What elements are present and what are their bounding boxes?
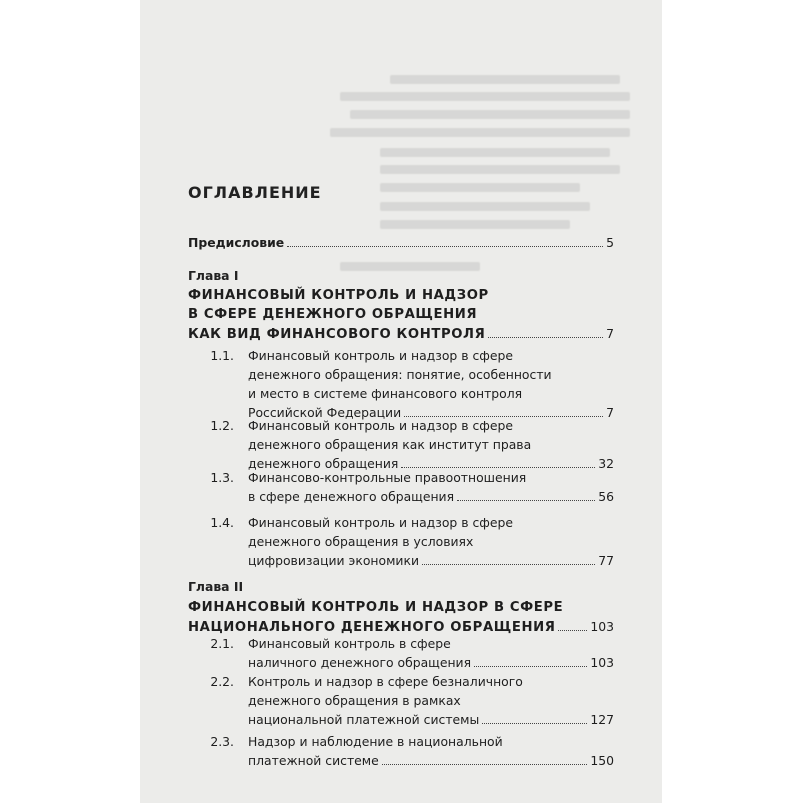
section-number: 2.2. (210, 674, 234, 689)
entry-line: национальной платежной системы (248, 712, 480, 727)
dot-leader (474, 666, 587, 667)
page-number: 7 (606, 326, 614, 341)
dot-leader (482, 723, 587, 724)
entry-line: и место в системе финансового контроля (248, 386, 523, 401)
page-number: 103 (590, 655, 614, 670)
entry-last-line (248, 653, 614, 672)
chapter-label: Глава I (188, 268, 239, 283)
preface-entry (188, 233, 614, 252)
dot-leader (558, 630, 587, 631)
page-number: 5 (606, 235, 614, 250)
preface-title: Предисловие (188, 235, 285, 250)
entry-line: Финансовый контроль в сфере (248, 636, 451, 651)
entry-line: Финансово-контрольные правоотношения (248, 470, 527, 485)
entry-line: Финансовый контроль и надзор в сфере (248, 348, 513, 363)
page-number: 32 (598, 456, 614, 471)
entry-line: денежного обращения в рамках (248, 693, 461, 708)
page-number: 7 (606, 405, 614, 420)
entry-line: денежного обращения: понятие, особенности (248, 367, 552, 382)
dot-leader (287, 246, 603, 247)
entry-line: Надзор и наблюдение в национальной (248, 734, 503, 749)
section-entry (248, 346, 614, 422)
entry-line: Финансовый контроль и надзор в сфере (248, 515, 513, 530)
entry-last-line (248, 551, 614, 570)
entry-line: НАЦИОНАЛЬНОГО ДЕНЕЖНОГО ОБРАЩЕНИЯ (188, 620, 556, 635)
entry-line: в сфере денежного обращения (248, 489, 455, 504)
entry-last-line (248, 487, 614, 506)
page-number: 56 (598, 489, 614, 504)
section-entry (248, 634, 614, 672)
dot-leader (488, 337, 603, 338)
dot-leader (422, 564, 595, 565)
entry-line: цифровизации экономики (248, 553, 420, 568)
page-number: 103 (590, 619, 614, 634)
entry-line: денежного обращения в условиях (248, 534, 474, 549)
section-entry (248, 416, 614, 473)
dot-leader (382, 764, 588, 765)
entry-line: КАК ВИД ФИНАНСОВОГО КОНТРОЛЯ (188, 327, 486, 342)
entry-line: ФИНАНСОВЫЙ КОНТРОЛЬ И НАДЗОР В СФЕРЕ (188, 600, 564, 615)
toc-heading: ОГЛАВЛЕНИЕ (188, 183, 322, 202)
chapter-label: Глава II (188, 579, 244, 594)
chapter-title (188, 598, 614, 637)
section-entry (248, 732, 614, 770)
section-entry (248, 513, 614, 570)
chapter-title (188, 286, 614, 344)
section-number: 1.1. (210, 348, 234, 363)
page-number: 77 (598, 553, 614, 568)
section-number: 2.1. (210, 636, 234, 651)
entry-line: наличного денежного обращения (248, 655, 472, 670)
entry-last-line (188, 233, 614, 252)
entry-line: денежного обращения (248, 456, 399, 471)
entry-line: Контроль и надзор в сфере безналичного (248, 674, 523, 689)
entry-last-line (188, 324, 614, 344)
section-number: 1.4. (210, 515, 234, 530)
entry-line: Российской Федерации (248, 405, 402, 420)
entry-last-line (248, 751, 614, 770)
section-number: 2.3. (210, 734, 234, 749)
page-number: 150 (590, 753, 614, 768)
entry-line: ФИНАНСОВЫЙ КОНТРОЛЬ И НАДЗОР (188, 288, 489, 303)
entry-line: платежной системе (248, 753, 379, 768)
section-number: 1.3. (210, 470, 234, 485)
entry-line: денежного обращения как институт права (248, 437, 532, 452)
entry-last-line (248, 710, 614, 729)
entry-line: Финансовый контроль и надзор в сфере (248, 418, 513, 433)
page-number: 127 (590, 712, 614, 727)
entry-line: В СФЕРЕ ДЕНЕЖНОГО ОБРАЩЕНИЯ (188, 307, 478, 322)
section-entry (248, 468, 614, 506)
dot-leader (457, 500, 595, 501)
section-number: 1.2. (210, 418, 234, 433)
section-entry (248, 672, 614, 729)
